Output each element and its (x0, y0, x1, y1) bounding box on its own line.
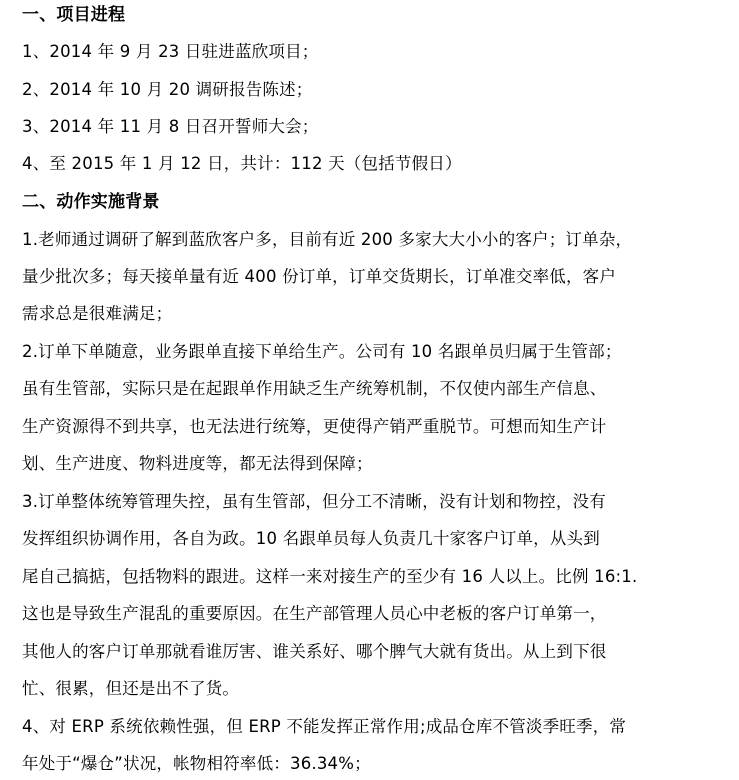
paragraph-1-line-3: 需求总是很难满足； (22, 304, 173, 323)
paragraph-3-line-2: 发挥组织协调作用，各自为政。10 名跟单员每人负责几十家客户订单，从头到 (22, 529, 600, 548)
paragraph-2-line-3: 生产资源得不到共享，也无法进行统筹，更使得产销严重脱节。可想而知生产计 (22, 417, 607, 436)
paragraph-2-line-2: 虽有生管部，实际只是在起跟单作用缺乏生产统筹机制，不仅使内部生产信息、 (22, 379, 607, 398)
paragraph-2-line-4: 划、生产进度、物料进度等，都无法得到保障； (22, 454, 373, 473)
paragraph-3-line-1: 3.订单整体统筹管理失控，虽有生管部，但分工不清晰，没有计划和物控，没有 (22, 492, 606, 511)
progress-item-2: 2、2014 年 10 月 20 调研报告陈述； (22, 80, 313, 99)
section-1-heading: 一、项目进程 (22, 5, 126, 25)
paragraph-4-line-2: 年处于“爆仓”状况，帐物相符率低：36.34%； (22, 754, 371, 773)
paragraph-1-line-1: 1.老师通过调研了解到蓝欣客户多，目前有近 200 多家大大小小的客户；订单杂， (22, 230, 633, 249)
progress-item-1: 1、2014 年 9 月 23 日驻进蓝欣项目； (22, 42, 319, 61)
progress-item-3: 3、2014 年 11 月 8 日召开誓师大会； (22, 117, 319, 136)
paragraph-3-line-4: 这也是导致生产混乱的重要原因。在生产部管理人员心中老板的客户订单第一， (22, 604, 607, 623)
paragraph-3-line-5: 其他人的客户订单那就看谁厉害、谁关系好、哪个脾气大就有货出。从上到下很 (22, 642, 607, 661)
paragraph-3-line-3: 尾自己搞掂，包括物料的跟进。这样一来对接生产的至少有 16 人以上。比例 16:1. (22, 567, 638, 586)
progress-item-4: 4、至 2015 年 1 月 12 日，共计：112 天（包括节假日） (22, 154, 462, 173)
paragraph-2-line-1: 2.订单下单随意，业务跟单直接下单给生产。公司有 10 名跟单员归属于生管部； (22, 342, 622, 361)
paragraph-1-line-2: 量少批次多；每天接单量有近 400 份订单，订单交货期长，订单准交率低，客户 (22, 267, 617, 286)
paragraph-3-line-6: 忙、很累，但还是出不了货。 (22, 679, 240, 698)
section-2-heading: 二、动作实施背景 (22, 192, 160, 212)
paragraph-4-line-1: 4、对 ERP 系统依赖性强，但 ERP 不能发挥正常作用;成品仓库不管淡季旺季，常 (22, 717, 627, 736)
